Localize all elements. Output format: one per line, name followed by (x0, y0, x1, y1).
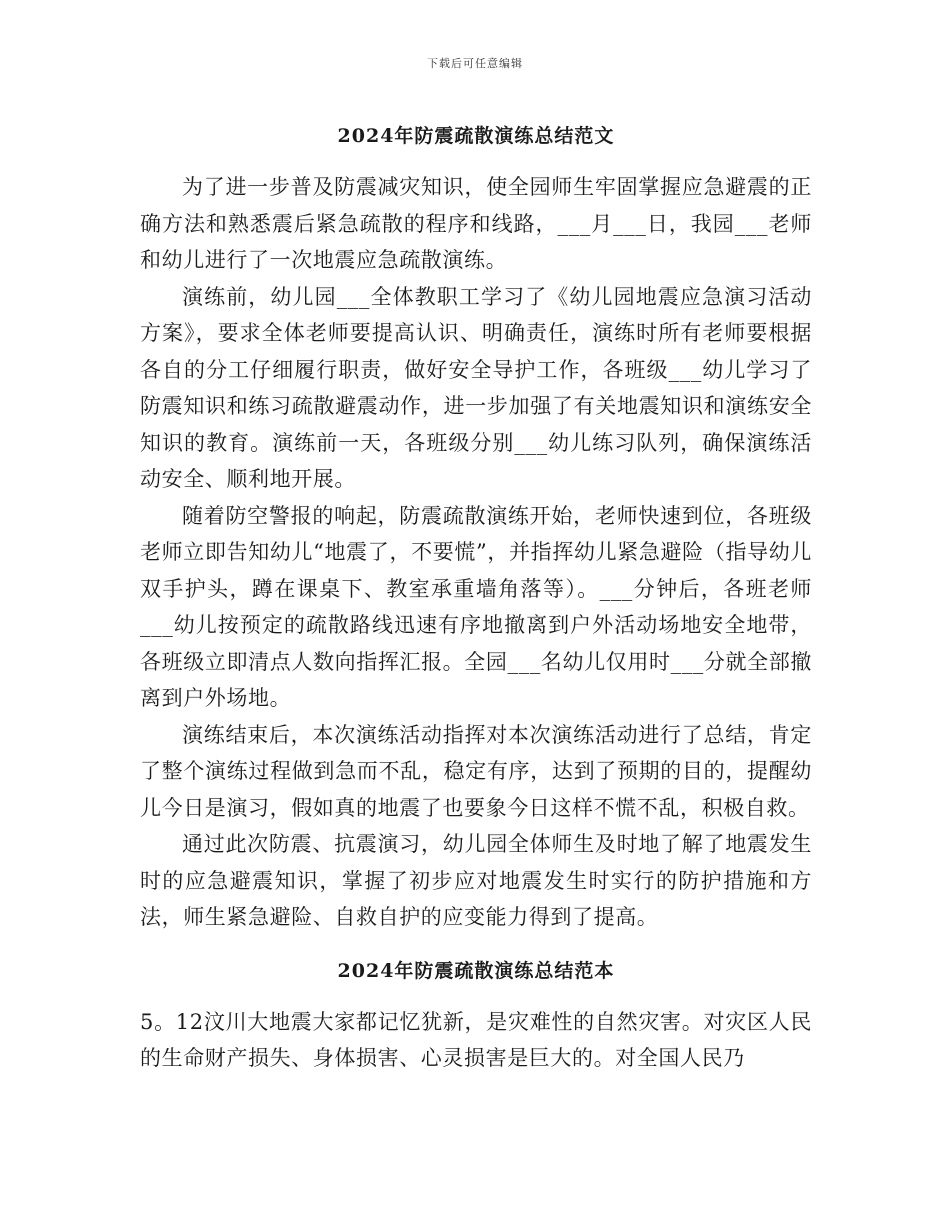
document-subtitle: 2024年防震疏散演练总结范本 (337, 959, 615, 982)
paragraph-second-intro: 5。12汶川大地震大家都记忆犹新，是灾难性的自然灾害。对灾区人民的生命财产损失、身体损害、心灵损害是巨大的。对全国人民乃 (140, 1009, 812, 1070)
paragraph-intro: 为了进一步普及防震减灾知识，使全园师生牢固掌握应急避震的正确方法和熟悉震后紧急疏散的程序和线路，___月___日，我园___老师和幼儿进行了一次地震应急疏散演练。 (140, 175, 812, 272)
paragraph-conclusion: 通过此次防震、抗震演习，幼儿园全体师生及时地了解了地震发生时的应急避震知识，掌握了初步应对地震发生时实行的防护措施和方法，师生紧急避险、自救自护的应变能力得到了提高。 (140, 832, 812, 929)
paragraph-after-drill: 演练结束后，本次演练活动指挥对本次演练活动进行了总结，肯定了整个演练过程做到急而不乱，稳定有序，达到了预期的目的，提醒幼儿今日是演习，假如真的地震了也要象今日这样不慌不乱，积极自救。 (140, 722, 812, 820)
document-title: 2024年防震疏散演练总结范文 (337, 125, 615, 147)
header-note: 下载后可任意编辑 (427, 57, 523, 70)
document-body (140, 118, 812, 1077)
paragraph-during-drill: 随着防空警报的响起，防震疏散演练开始，老师快速到位，各班级老师立即告知幼儿“地震了，不要慌”，并指挥幼儿紧急避险（指导幼儿双手护头，蹲在课桌下、教室承重墙角落等）。___分钟后，各班老师___幼儿按预定的疏散路线迅速有序地撤离到户外活动场地安全地带，各班级立即清点人数向指挥汇报。全园___名幼儿仅用时___分就全部撤离到户外场地。 (140, 503, 812, 710)
section-summary (140, 169, 812, 936)
paragraph-before-drill: 演练前，幼儿园___全体教职工学习了《幼儿园地震应急演习活动方案》，要求全体老师要提高认识、明确责任，演练时所有老师要根据各自的分工仔细履行职责，做好安全导护工作，各班级___幼儿学习了防震知识和练习疏散避震动作，进一步加强了有关地震知识和演练安全知识的教育。演练前一天，各班级分别___幼儿练习队列，确保演练活动安全、顺利地开展。 (140, 284, 812, 491)
